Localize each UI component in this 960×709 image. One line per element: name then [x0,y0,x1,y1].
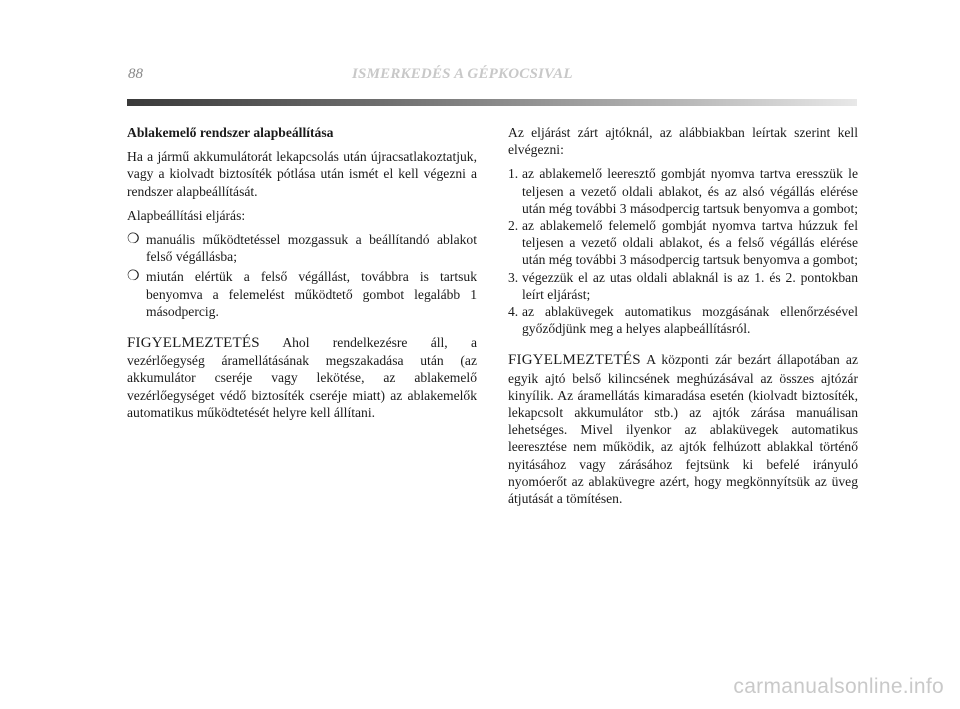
step-text: az ablakemelő felemelő gombját nyomva tartva húzzuk fel teljesen a vezető oldali ablakot, és a felső végállás elérése után még további 3 másodpercig tartsuk benyomva a gombot; [522,218,858,268]
step-text: az ablaküvegek automatikus mozgásának ellenőrzésével győződjünk meg a helyes alapbeállításról. [522,304,858,337]
procedure-intro: Az eljárást zárt ajtóknál, az alábbiakban leírtak szerint kell elvégezni: [508,125,858,158]
intro-paragraph: Ha a jármű akkumulátorát lekapcsolás után újracsatlakoztatjuk, vagy a kiolvadt biztosíték pótlása után ismét el kell végezni a rendszer alapbeállítását. [127,149,477,199]
warning-paragraph [508,351,858,507]
header-rule [127,99,857,106]
step-text: végezzük el az utas oldali ablaknál is az 1. és 2. pontokban leírt eljárást; [522,269,858,302]
warning-paragraph [127,334,477,421]
right-column [508,124,858,514]
circle-bullet-icon: ❍ [127,269,140,285]
list-item [508,303,858,337]
step-number: 3. [508,269,519,285]
list-item [508,165,858,217]
list-item-text: manuális működtetéssel mozgassuk a beállítandó ablakot felső végállásba; [146,232,477,265]
bullet-list [127,231,477,320]
warning-text: Ahol rendelkezésre áll, a vezérlőegység áramellátásának megszakadása után (az akkumulátor cseréje vagy lekötése, az ablakemelő vezérlőegységet védő biztosíték cseréje miatt) az ablakemelők automatikus működtetését helyre kell állítani. [127,335,477,420]
list-item [508,269,858,303]
section-heading: Ablakemelő rendszer alapbeállítása [127,125,334,140]
step-number: 1. [508,166,519,182]
warning-text: A központi zár bezárt állapotában az egyik ajtó belső kilincsének meghúzásával az összes ajtózár kinyílik. Az áramellátás kimaradása esetén (kiolvadt biztosíték, lekapcsolt akkumulátor stb.) az ajtók zárása manuálisan lehetséges. Mivel ilyenkor az ablaküvegek automatikus leeresztése nem működik, az ajtók felhúzott ablakkal történő nyitásához vagy zárásához fejtsünk ki befelé irányuló nyomóerőt az ablaküvegre azért, hogy megkönnyítsük az üveg átjutását a tömítésen. [508,352,858,507]
warning-label: FIGYELMEZTETÉS [508,352,641,369]
left-column [127,124,477,428]
running-title: ISMERKEDÉS A GÉPKOCSIVAL [352,66,573,82]
list-item [127,268,477,320]
watermark: carmanualsonline.info [733,675,944,698]
procedure-label: Alapbeállítási eljárás: [127,207,246,223]
list-item [508,217,858,269]
warning-label: FIGYELMEZTETÉS [127,335,260,352]
step-number: 2. [508,218,519,234]
step-text: az ablakemelő leeresztő gombját nyomva tartva eresszük le teljesen a vezető oldali ablakot, és az alsó végállás elérése után még további 3 másodpercig tartsuk benyomva a gombot; [522,166,858,216]
step-list [508,165,858,337]
step-number: 4. [508,304,519,320]
circle-bullet-icon: ❍ [127,232,140,248]
list-item [127,231,477,265]
page-number: 88 [128,66,143,82]
list-item-text: miután elértük a felső végállást, továbbra is tartsuk benyomva a felemelést működtető gombot legalább 1 másodpercig. [146,269,477,319]
